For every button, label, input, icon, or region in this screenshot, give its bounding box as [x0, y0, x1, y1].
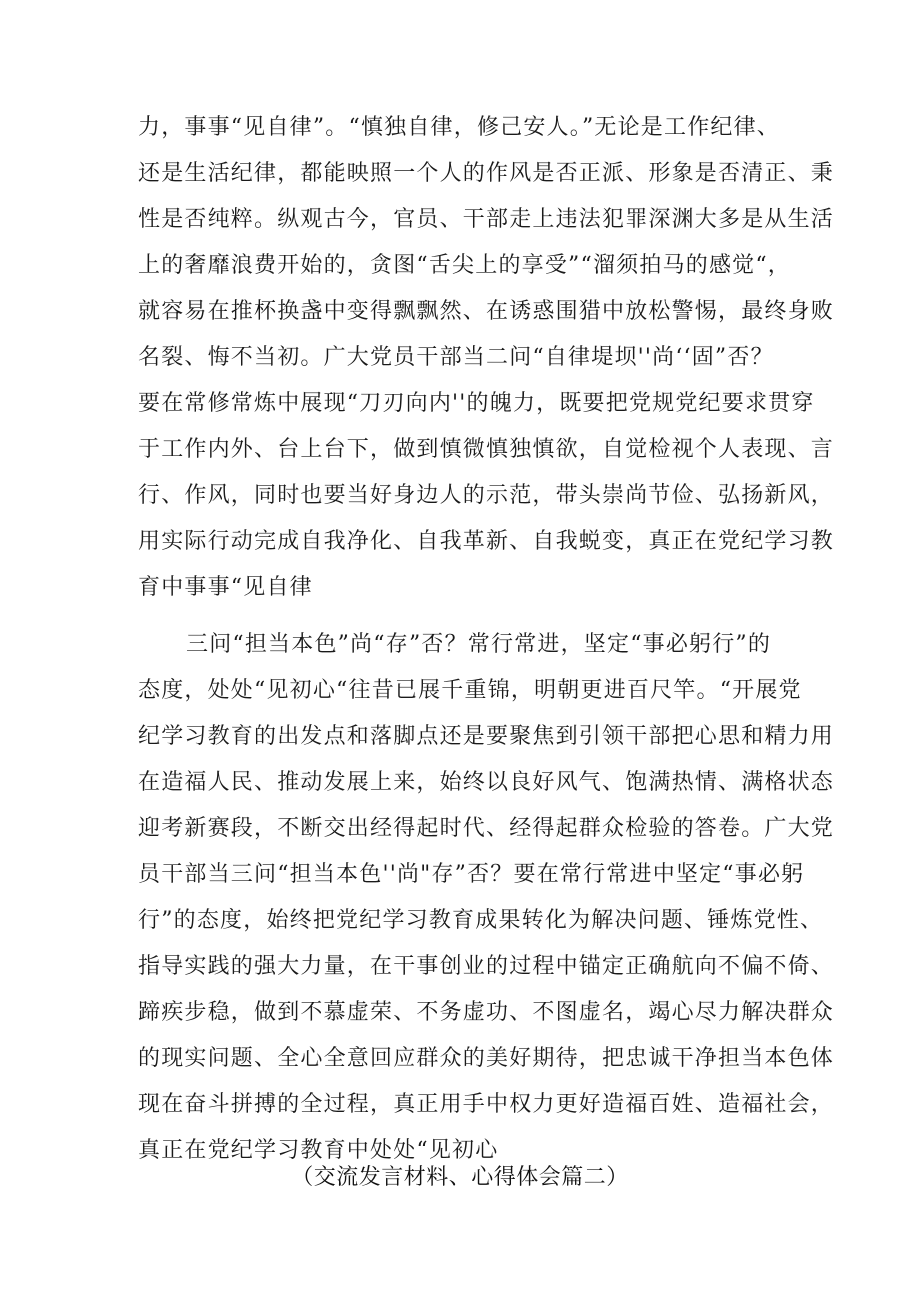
paragraph-line: 现在奋斗拼搏的全过程，真正用手中权力更好造福百姓、造福社会， [138, 1092, 835, 1117]
paragraph-line: 上的奢靡浪费开始的，贪图“舌尖上的享受”“溜须拍马的感觉“， [138, 253, 791, 278]
paragraph-line: 育中事事“见自律 [138, 575, 313, 600]
section-heading: （交流发言材料、心得体会篇二） [291, 1165, 629, 1190]
paragraph-line: 行、作风，同时也要当好身边人的示范，带头崇尚节俭、弘扬新风， [138, 483, 835, 508]
paragraph-line: 真正在党纪学习教育中处处“见初心 [138, 1138, 499, 1163]
paragraph-line: 名裂、悔不当初。广大党员干部当二问“自律堤坝''尚‘‘固”否？ [138, 345, 774, 370]
paragraph-line: 态度，处处“见初心“往昔已展千重锦，明朝更进百尺竿。“开展党 [138, 678, 802, 703]
paragraph-line: 员干部当三问“担当本色''尚"存”否？要在常行常进中坚定“事必躬 [138, 862, 805, 887]
paragraph-line: 力，事事“见自律”。“慎独自律，修己安人。”无论是工作纪律、 [138, 115, 780, 140]
paragraph-line: 指导实践的强大力量，在干事创业的过程中锚定正确航向不偏不倚、 [138, 954, 835, 979]
paragraph-line: 纪学习教育的出发点和落脚点还是要聚焦到引领干部把心思和精力用 [138, 724, 835, 749]
paragraph-line: 性是否纯粹。纵观古今，官员、干部走上违法犯罪深渊大多是从生活 [138, 207, 835, 232]
paragraph-line: 在造福人民、推动发展上来，始终以良好风气、饱满热情、满格状态 [138, 770, 835, 795]
paragraph-line: 的现实问题、全心全意回应群众的美好期待，把忠诚干净担当本色体 [138, 1046, 835, 1071]
paragraph-line: 要在常修常炼中展现“刀刃向内''的魄力，既要把党规党纪要求贯穿 [138, 391, 815, 416]
paragraph-line: 还是生活纪律，都能映照一个人的作风是否正派、形象是否清正、秉 [138, 161, 835, 186]
paragraph-line: 用实际行动完成自我净化、自我革新、自我蜕变，真正在党纪学习教 [138, 529, 835, 554]
paragraph-line: 就容易在推杯换盏中变得飘飘然、在诱惑围猎中放松警惕，最终身败 [138, 299, 835, 324]
paragraph-line: 于工作内外、台上台下，做到慎微慎独慎欲，自觉检视个人表现、言 [138, 437, 835, 462]
paragraph-line: 三问“担当本色”尚“存”否？常行常进，坚定“事必躬行”的 [186, 632, 772, 657]
paragraph-line: 行”的态度，始终把党纪学习教育成果转化为解决问题、锤炼党性、 [138, 908, 824, 933]
paragraph-line: 迎考新赛段，不断交出经得起时代、经得起群众检验的答卷。广大党 [138, 816, 835, 841]
paragraph-line: 蹄疾步稳，做到不慕虚荣、不务虚功、不图虚名，竭心尽力解决群众 [138, 1000, 835, 1025]
